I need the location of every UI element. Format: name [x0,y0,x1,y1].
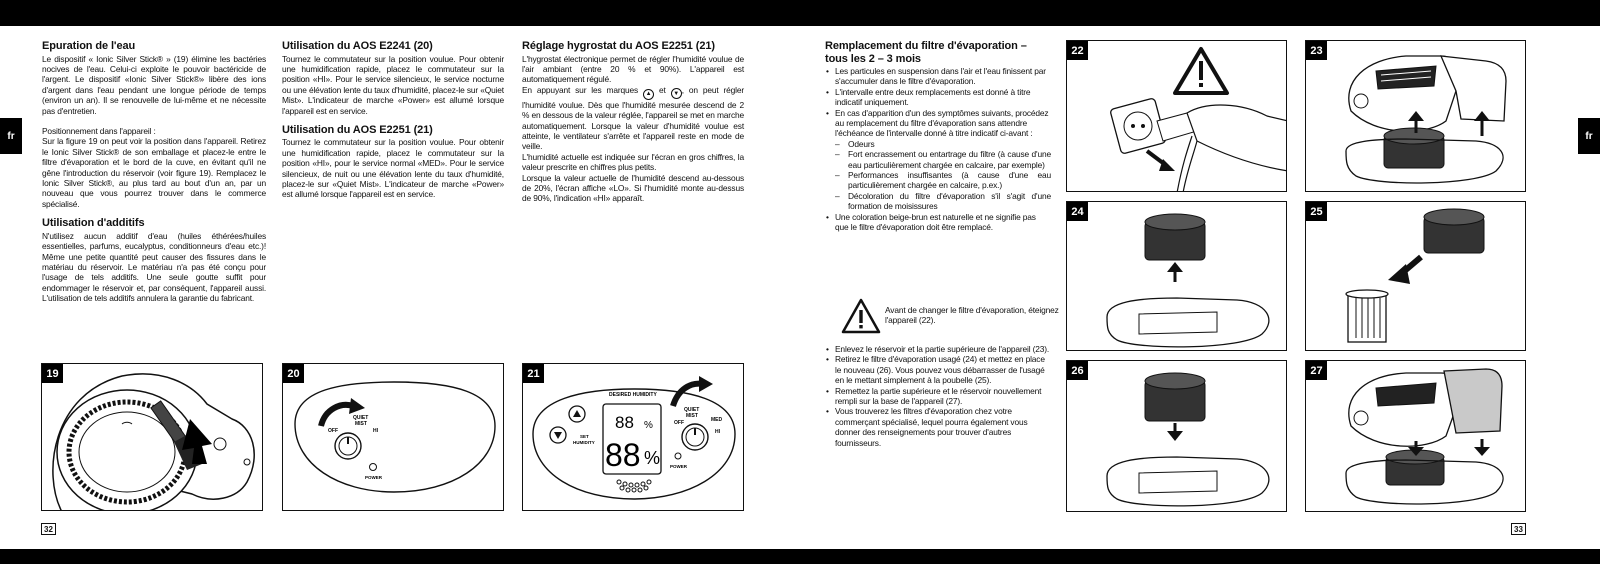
dash-item: – Décoloration du filtre d'évaporation s'il s'agit d'une formation de moisissures [835,191,1051,212]
paragraph: N'utilisez aucun additif d'eau (huiles éthérées/huiles essentielles, parfums, eucalyptus, conditionneurs d'eau etc.)! Même une petite quantité peut causer des fissures dans le matériau du réservoir. Le matériau n'a pas été conçu pour l'usage de tels additifs. Une seule goutte suffit pour endommager le réservoir et, par conséquent, l'appareil aussi. L'utilisation de tels additifs annulera la garantie du fabricant. [42,230,266,304]
paragraph: Positionnement dans l'appareil : [42,125,156,136]
heading-filter-line1: Remplacement du filtre d'évaporation – [825,40,1027,52]
column-filter-replacement [825,40,1051,233]
heading-water-purification: Epuration de l'eau [42,40,136,52]
text-run: et [659,84,666,95]
figure-number: 24 [1067,202,1088,221]
figure-27-reassemble [1306,361,1526,512]
current-value-pct: % [644,448,661,468]
figure-22-unplug-illustration [1067,41,1287,192]
mist-label: MIST [686,413,698,419]
off-label: OFF [674,420,684,426]
set-value-digits: 88 [615,413,634,432]
heading-filter-line2: tous les 2 – 3 mois [825,52,921,65]
bullet-item: • Les particules en suspension dans l'air et l'eau finissent par s'accumuler dans le filtre d'évaporation. [825,66,1051,87]
figure-19-illustration [42,364,263,511]
figure-24-remove-filter [1067,202,1287,351]
hi-label: HI [715,429,720,435]
heading-additives: Utilisation d'additifs [42,217,145,230]
figure-number: 21 [523,364,544,383]
desired-humidity-label: DESIRED HUMIDITY [609,392,657,398]
language-tab-left: fr [0,118,22,154]
dash-item: – Fort encrassement ou entartrage du filtre (à cause d'une eau particulièrement chargée en calcaire, par exemple) [835,149,1051,170]
hi-label: HI [373,428,378,434]
figure-number: 23 [1306,41,1327,60]
figure-number: 22 [1067,41,1088,60]
figure-25-dispose-filter [1306,202,1526,351]
med-label: MED [711,417,723,423]
page-number-left: 32 [41,523,56,535]
heading-hygrostat: Réglage hygrostat du AOS E2251 (21) [522,40,715,52]
figure-19 [41,363,263,511]
bullet-item: • L'intervalle entre deux remplacements est donné à titre indicatif uniquement. [825,87,1051,108]
down-arrow-icon: ▼ [671,88,682,99]
figure-21 [522,363,744,511]
page-number-right: 33 [1511,523,1526,535]
figure-25 [1305,201,1526,351]
off-label: OFF [328,428,338,434]
column-steps [825,344,1051,448]
bullet-item: • Une coloration beige-brun est naturelle et ne signifie pas que le filtre d'évaporation doit être remplacé. [825,212,1051,233]
quiet-label: QUIET [684,407,700,413]
heading-e2241: Utilisation du AOS E2241 (20) [282,40,433,52]
figure-26-insert-filter [1067,361,1287,512]
step-item: • Enlevez le réservoir et la partie supérieure de l'appareil (23). [825,344,1051,354]
figure-23 [1305,40,1526,192]
paragraph: Sur la figure 19 on peut voir la position dans l'appareil. Retirez le Ionic Silver Stick® de son emballage et placez-le entre le filtre d'évaporation et le bord de la cuve, en évitant qu'il ne gêne l'introduction du réservoir (voir figure 19). Remplacez le Ionic Silver Stick®, au plus tard au bout d'un an, par un nouveau que vous pourrez trouver dans le commerce spécialisé. [42,136,266,209]
set-label: SET [580,434,589,439]
humidity-label: HUMIDITY [573,440,595,445]
column-hygrostat [522,40,744,204]
paragraph: L'humidité actuelle est indiquée sur l'écran en gros chiffres, la valeur prescrite en chiffres plus petits. [522,151,744,173]
step-item: • Retirez le filtre d'évaporation usagé (24) et mettez en place le nouveau (26). Vous pouvez vous débarrasser de l'usagé en le mettant simplement à la poubelle (25). [825,354,1051,385]
figure-number: 20 [283,364,304,383]
warning-box [841,298,1061,334]
figure-24 [1066,201,1287,351]
power-label: POWER [670,464,688,469]
mist-label: MIST [355,421,367,427]
warning-text: Avant de changer le filtre d'évaporation, éteignez l'appareil (22). [885,305,1059,326]
quiet-label: QUIET [353,415,369,421]
paragraph: Tournez le commutateur sur la position voulue. Pour obtenir une humidification rapide, placez le commutateur sur la position «HI», pour le service normal «MED». Pour le service silencieux, de nuit ou une élévation lente du taux d'humidité, placez-le sur «Quiet Mist». L'indicateur de marche «Power» est allumé lorsque l'appareil est en service. [282,137,504,200]
paragraph: Tournez le commutateur sur la position voulue. Pour obtenir une humidification rapide, placez le commutateur sur la position «HI». Pour le service silencieux, le service nocturne ou une élévation lente du taux d'humidité, placez-le sur «Quiet Mist». L'indicateur de marche «Power» est allumé lorsque l'appareil est en service. [282,53,504,116]
step-item: • Vous trouverez les filtres d'évaporation chez votre commerçant spécialisé, lequel pourra également vous donner des renseignements pour trouver d'autres fournisseurs. [825,406,1051,448]
power-label: POWER [365,475,383,480]
figure-number: 25 [1306,202,1327,221]
paragraph: Le dispositif « Ionic Silver Stick® » (19) élimine les bactéries nocives de l'eau. Celui-ci exploite le pouvoir bactéricide de l'argent. Le dispositif «Ionic Silver Stick®» libère des ions d'argent dans l'eau pendant une longue période de temps (environ un an). Il se renouvelle de lui-même et ne nécessite pas d'entretien. [42,53,266,116]
paragraph: Lorsque la valeur actuelle de l'humidité descend au-dessous de 20%, l'écran affiche «LO». Si l'humidité monte au-dessus de 90%, l'indication «HI» apparaît. [522,172,744,204]
column-water-purification [42,40,266,304]
bullet-item: • En cas d'apparition d'un des symptômes suivants, procédez au remplacement du filtre d'évaporation sans attendre l'échéance de l'intervalle donné à titre indicatif ci-avant : [825,108,1051,139]
warning-triangle-icon [841,298,881,334]
top-black-bar [0,0,1600,26]
figure-27 [1305,360,1526,512]
figure-number: 19 [42,364,63,383]
heading-e2251: Utilisation du AOS E2251 (21) [282,123,433,136]
language-tab-right: fr [1578,118,1600,154]
figure-number: 26 [1067,361,1088,380]
set-value-pct: % [644,420,653,431]
dash-item: – Performances insuffisantes (à cause d'une eau particulièrement chargée en calcaire, p.ex.) [835,170,1051,191]
figure-20-control-panel [283,364,504,511]
up-arrow-icon: ▲ [643,89,654,100]
paragraph [522,85,744,152]
column-e2241 [282,40,504,200]
figure-number: 27 [1306,361,1327,380]
figure-21-control-panel [523,364,744,511]
figure-22 [1066,40,1287,192]
dash-item: – Odeurs [835,139,1051,149]
figure-23-remove-top [1306,41,1526,192]
figure-20 [282,363,504,511]
figure-26 [1066,360,1287,512]
text-run: , on peut régler l'humidité voulue. Dès que l'humidité mesurée descend de 2 % en dessous de la valeur réglée, l'appareil se met en marche automatiquement. Lorsque la valeur d'humidité voulue est atteinte, le ventilateur s'arrête et l'appareil reste en mode de veille. [522,84,745,152]
paragraph: L'hygrostat électronique permet de régler l'humidité voulue de l'air ambiant (entre 20 % et 90%). L'appareil est automatiquement régulé. [522,53,744,85]
current-value-digits: 88 [605,437,641,473]
text-run: En appuyant sur les marques [522,84,639,95]
step-item: • Remettez la partie supérieure et le réservoir nouvellement rempli sur la base de l'appareil (27). [825,386,1051,407]
bottom-black-bar [0,549,1600,564]
